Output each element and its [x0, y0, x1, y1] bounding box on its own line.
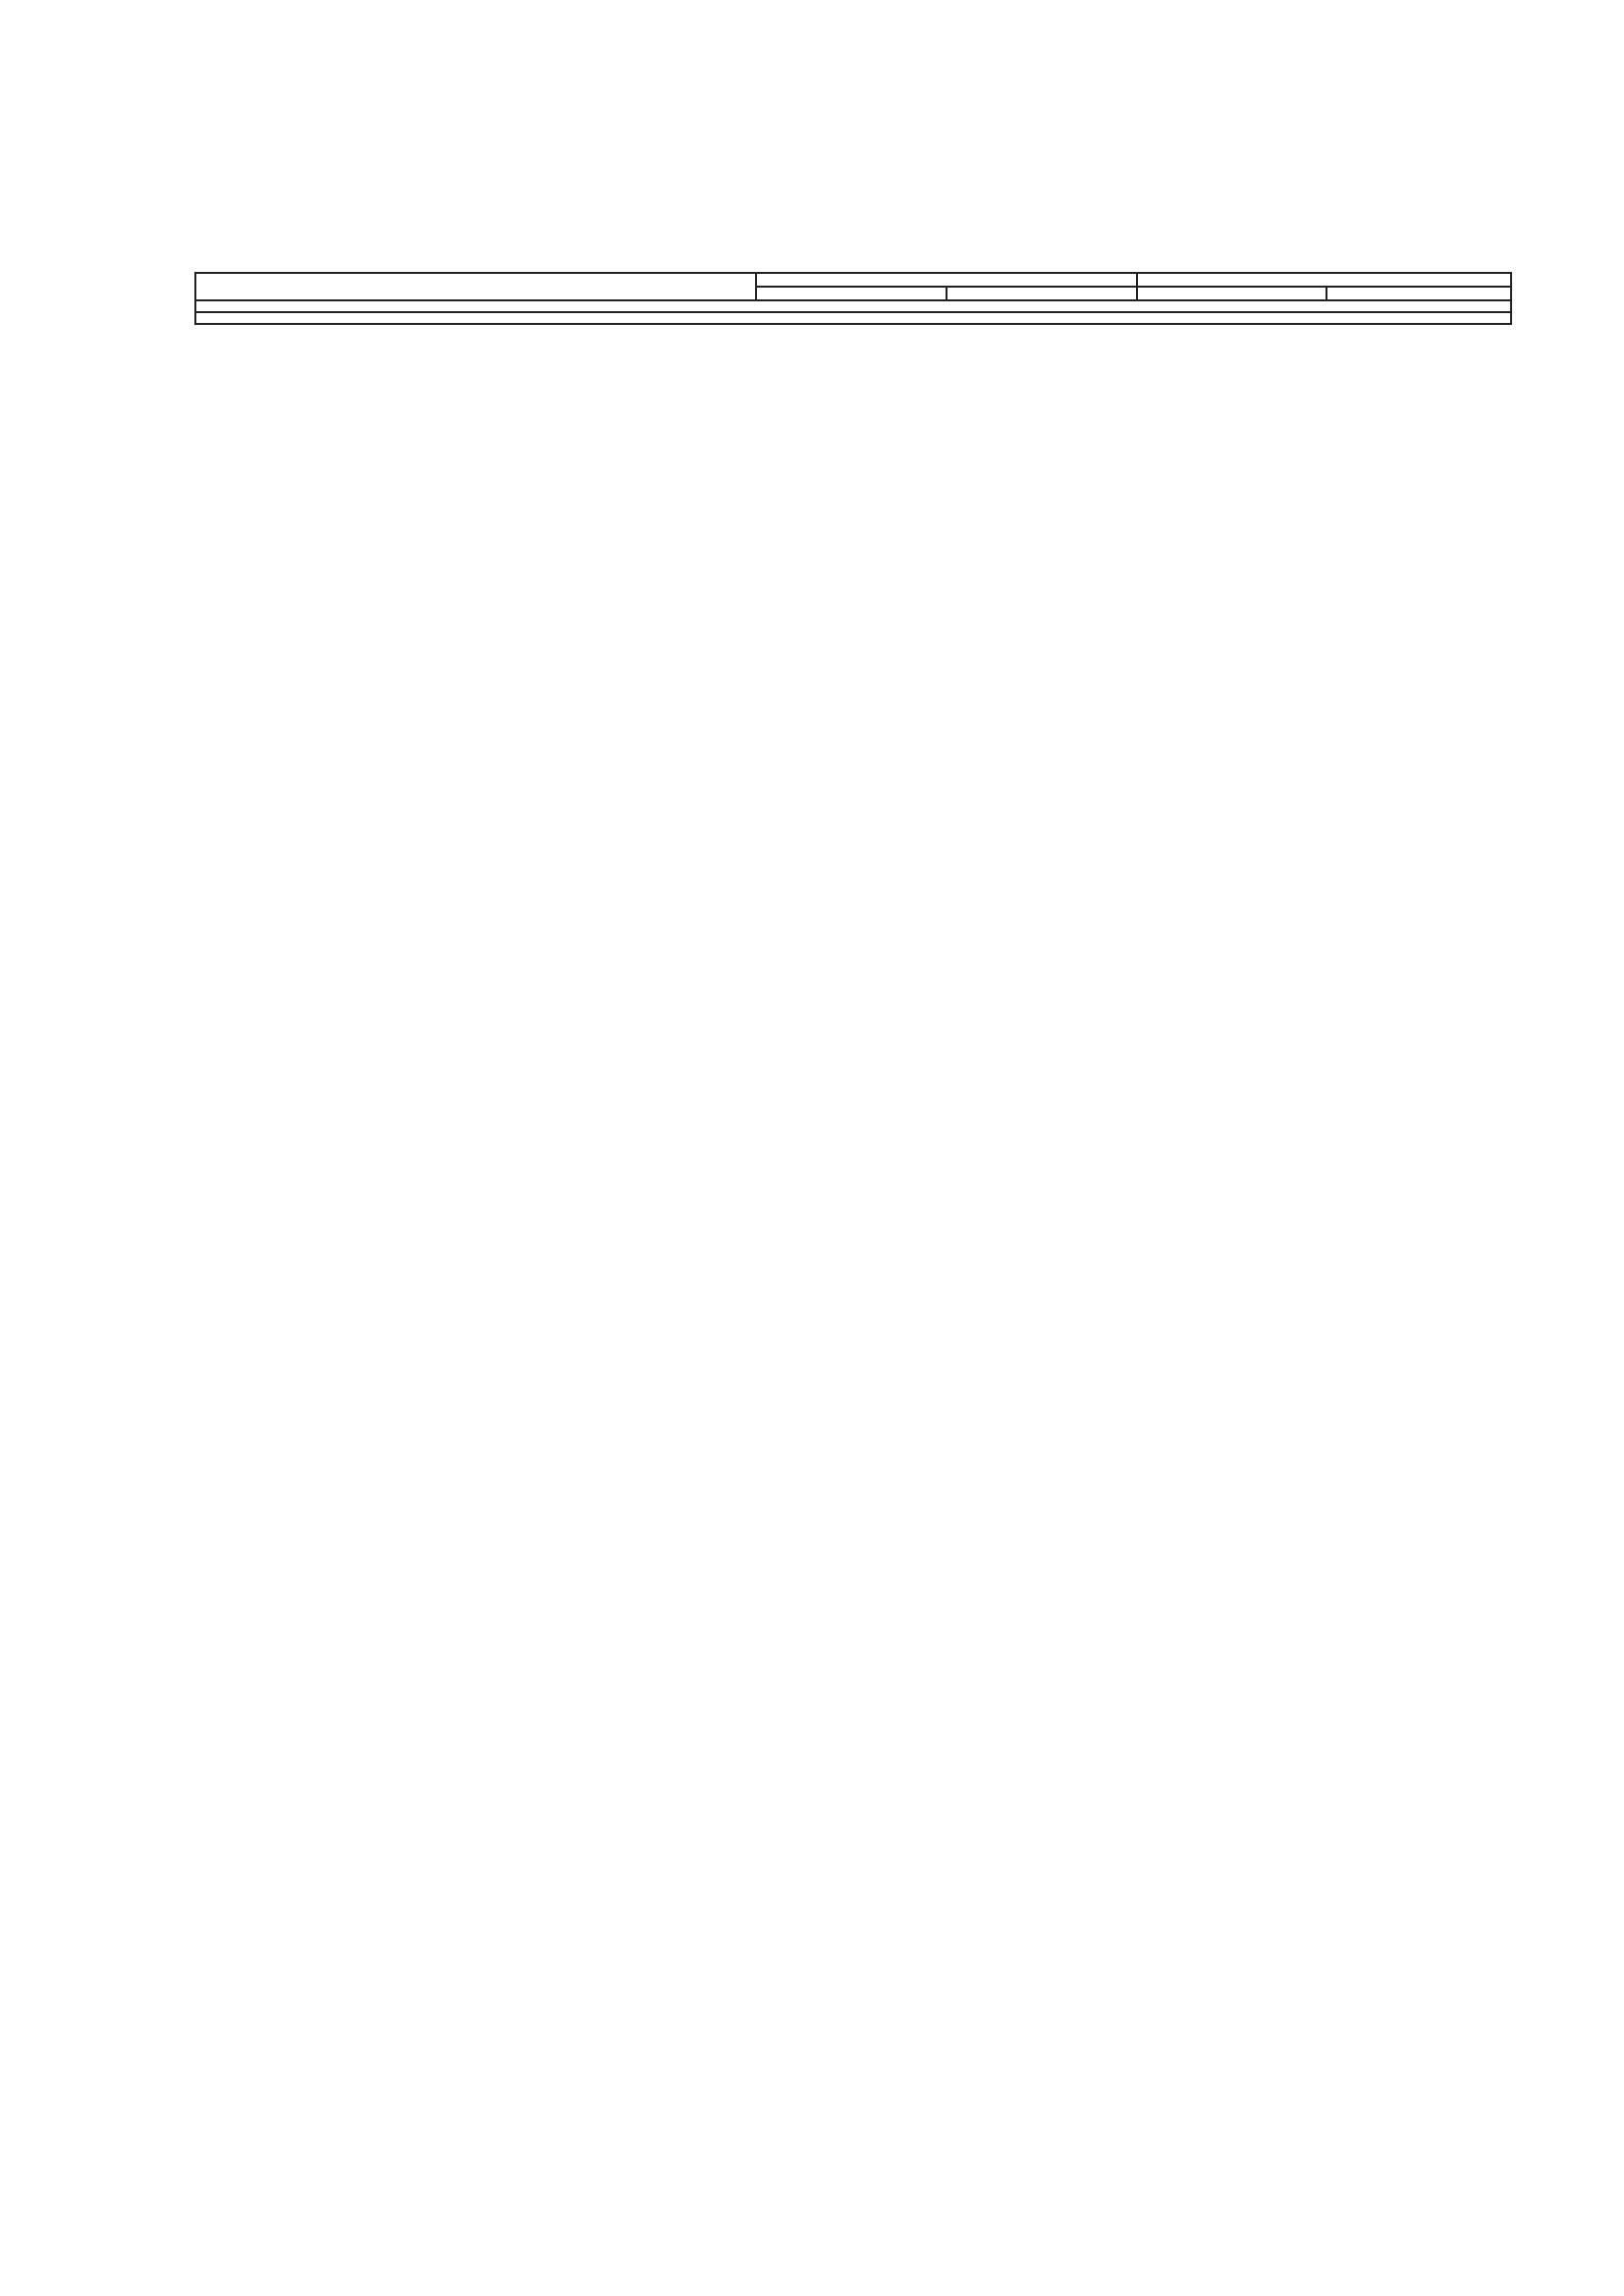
- header-name: [195, 273, 756, 300]
- header-acceptance: [1137, 287, 1326, 300]
- table-note-row: [195, 312, 1511, 324]
- header-tech-requirements: [756, 287, 947, 300]
- table-section-row: [195, 300, 1511, 312]
- header-periodic: [1326, 287, 1511, 300]
- table-note: [195, 312, 1511, 324]
- section-title: [195, 300, 1511, 312]
- table-6: [194, 272, 1512, 325]
- header-item-number: [756, 273, 1137, 287]
- header-obligation: [1137, 273, 1511, 287]
- header-test-methods: [947, 287, 1137, 300]
